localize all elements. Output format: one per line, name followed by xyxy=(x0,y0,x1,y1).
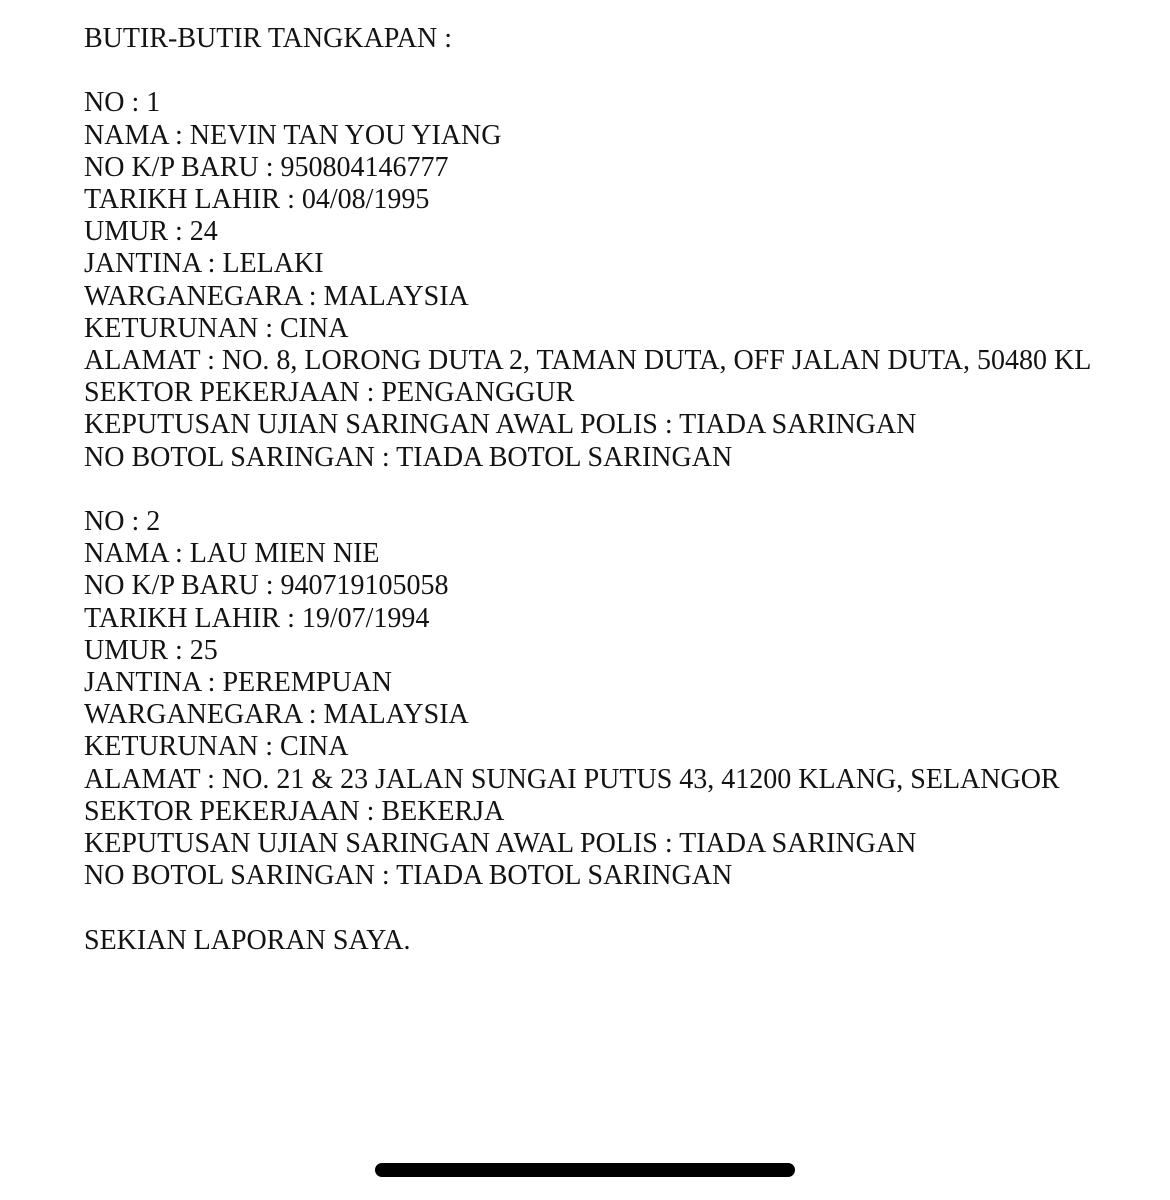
field-no: NO : 2 xyxy=(84,506,161,538)
arrest-record-2 xyxy=(84,506,1130,892)
field-nama: NAMA : LAU MIEN NIE xyxy=(84,538,380,570)
field-jantina: JANTINA : LELAKI xyxy=(84,248,324,280)
report-closing: SEKIAN LAPORAN SAYA. xyxy=(84,924,411,956)
arrest-report-document xyxy=(84,23,1130,957)
field-nama: NAMA : NEVIN TAN YOU YIANG xyxy=(84,119,502,151)
field-keputusan-ujian-saringan: KEPUTUSAN UJIAN SARINGAN AWAL POLIS : TIADA SARINGAN xyxy=(84,828,917,860)
field-alamat: ALAMAT : NO. 8, LORONG DUTA 2, TAMAN DUTA, OFF JALAN DUTA, 50480 KL xyxy=(84,345,1092,377)
arrest-record-1 xyxy=(84,87,1130,473)
field-sektor-pekerjaan: SEKTOR PEKERJAAN : PENGANGGUR xyxy=(84,377,575,409)
field-sektor-pekerjaan: SEKTOR PEKERJAAN : BEKERJA xyxy=(84,795,505,827)
home-indicator-bar[interactable] xyxy=(375,1163,795,1177)
field-tarikh-lahir: TARIKH LAHIR : 19/07/1994 xyxy=(84,602,430,634)
field-no-kp-baru: NO K/P BARU : 950804146777 xyxy=(84,151,449,183)
field-warganegara: WARGANEGARA : MALAYSIA xyxy=(84,699,469,731)
report-title: BUTIR-BUTIR TANGKAPAN : xyxy=(84,23,453,54)
field-warganegara: WARGANEGARA : MALAYSIA xyxy=(84,280,469,312)
field-no-botol-saringan: NO BOTOL SARINGAN : TIADA BOTOL SARINGAN xyxy=(84,860,733,892)
field-umur: UMUR : 25 xyxy=(84,634,218,666)
field-no: NO : 1 xyxy=(84,87,161,119)
field-keturunan: KETURUNAN : CINA xyxy=(84,731,349,763)
field-jantina: JANTINA : PEREMPUAN xyxy=(84,667,393,699)
field-umur: UMUR : 24 xyxy=(84,216,218,248)
field-no-botol-saringan: NO BOTOL SARINGAN : TIADA BOTOL SARINGAN xyxy=(84,441,733,473)
field-keputusan-ujian-saringan: KEPUTUSAN UJIAN SARINGAN AWAL POLIS : TIADA SARINGAN xyxy=(84,409,917,441)
field-keturunan: KETURUNAN : CINA xyxy=(84,312,349,344)
field-alamat: ALAMAT : NO. 21 & 23 JALAN SUNGAI PUTUS 43, 41200 KLANG, SELANGOR xyxy=(84,763,1060,795)
field-no-kp-baru: NO K/P BARU : 940719105058 xyxy=(84,570,449,602)
field-tarikh-lahir: TARIKH LAHIR : 04/08/1995 xyxy=(84,184,430,215)
